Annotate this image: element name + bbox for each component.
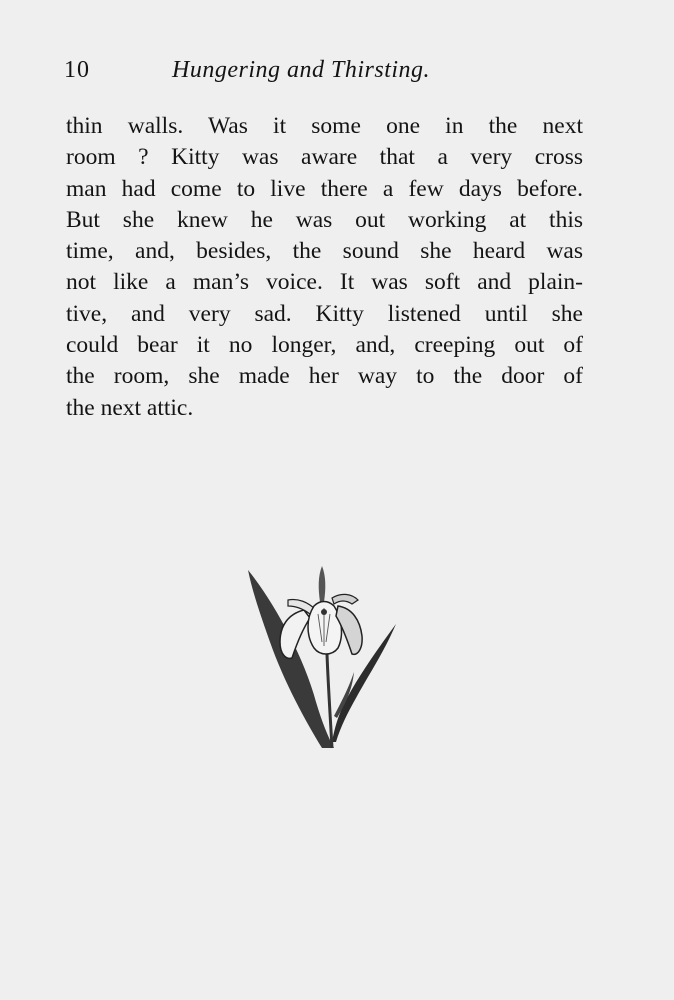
text-line: not like a man’s voice. It was soft and plain- xyxy=(66,269,583,296)
text-line: could bear it no longer, and, creeping out of xyxy=(66,332,583,359)
text-line: room ? Kitty was aware that a very cross xyxy=(66,144,583,171)
text-line: the room, she made her way to the door of xyxy=(66,363,583,390)
body-text xyxy=(66,111,583,424)
text-line: the next attic. xyxy=(66,394,194,421)
text-line: tive, and very sad. Kitty listened until she xyxy=(66,300,583,327)
page-number: 10 xyxy=(64,57,90,83)
text-line: time, and, besides, the sound she heard was xyxy=(66,238,583,265)
text-line: But she knew he was out working at this xyxy=(66,206,583,233)
text-line: thin walls. Was it some one in the next xyxy=(66,113,583,139)
running-title: Hungering and Thirsting. xyxy=(172,57,431,83)
text-line: man had come to live there a few days before. xyxy=(66,175,583,202)
iris-flower-icon xyxy=(244,562,404,752)
